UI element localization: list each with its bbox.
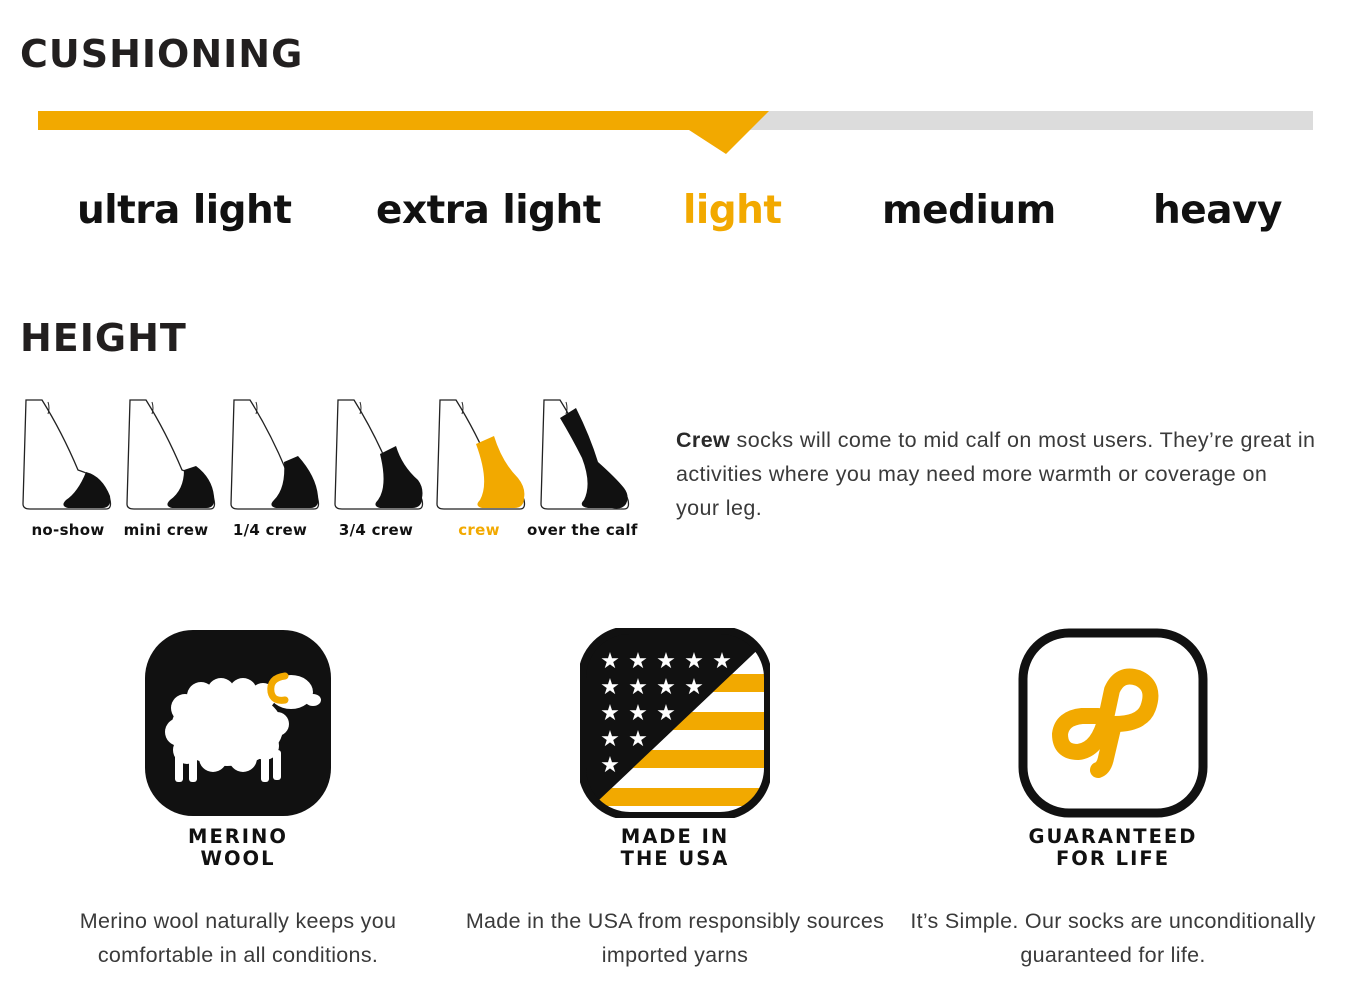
svg-text:★: ★ xyxy=(628,727,648,752)
crew-sock-icon-selected xyxy=(432,396,536,516)
svg-text:★: ★ xyxy=(600,701,620,726)
no-show-sock-icon xyxy=(18,396,122,516)
height-option-mini-crew: mini crew xyxy=(123,521,209,539)
height-option-crew-selected: crew xyxy=(458,521,500,539)
height-description-text: socks will come to mid calf on most users. They’re great in activities where you may need more warmth or coverage on your leg. xyxy=(676,428,1316,520)
svg-text:★: ★ xyxy=(684,675,704,700)
svg-text:★: ★ xyxy=(600,675,620,700)
cushion-level-medium: medium xyxy=(882,188,1056,233)
height-option-three-quarter-crew: 3/4 crew xyxy=(338,521,414,539)
cushion-level-light-selected: light xyxy=(683,188,782,233)
feature-title-merino-wool: MERINO WOOL xyxy=(188,825,288,870)
cushioning-heading: CUSHIONING xyxy=(20,32,304,76)
three-quarter-crew-sock-icon xyxy=(330,396,434,516)
cushioning-fill xyxy=(38,111,769,154)
cushion-level-heavy: heavy xyxy=(1153,188,1282,233)
svg-text:★: ★ xyxy=(600,649,620,674)
svg-text:★: ★ xyxy=(628,701,648,726)
svg-text:★: ★ xyxy=(656,701,676,726)
usa-flag-icon xyxy=(580,628,770,818)
feature-merino-wool xyxy=(28,628,448,972)
svg-text:★: ★ xyxy=(684,649,704,674)
feature-title-guaranteed-for-life: GUARANTEED FOR LIFE xyxy=(1028,825,1198,870)
feature-guaranteed-for-life xyxy=(903,628,1323,972)
svg-text:★: ★ xyxy=(600,727,620,752)
sheep-icon xyxy=(143,628,333,818)
svg-text:★: ★ xyxy=(656,649,676,674)
quarter-crew-sock-icon xyxy=(226,396,330,516)
height-description-bold: Crew xyxy=(676,428,731,452)
mini-crew-sock-icon xyxy=(122,396,226,516)
feature-made-in-usa xyxy=(465,628,885,972)
over-the-calf-sock-icon xyxy=(536,396,640,516)
height-option-over-the-calf: over the calf xyxy=(527,521,638,539)
feature-title-made-in-usa: MADE IN THE USA xyxy=(620,825,730,870)
height-heading: HEIGHT xyxy=(20,316,187,360)
feature-desc-merino-wool: Merino wool naturally keeps you comfortable in all conditions. xyxy=(79,909,397,967)
feature-desc-made-in-usa: Made in the USA from responsibly sources imported yarns xyxy=(465,909,885,967)
height-description xyxy=(676,423,1316,525)
svg-text:★: ★ xyxy=(600,753,620,778)
cushion-level-extra-light: extra light xyxy=(376,188,601,233)
feature-desc-guaranteed-for-life: It’s Simple. Our socks are unconditionally guaranteed for life. xyxy=(910,909,1316,967)
svg-text:★: ★ xyxy=(628,675,648,700)
infinity-icon xyxy=(1018,628,1208,818)
height-option-no-show: no-show xyxy=(31,521,105,539)
svg-text:★: ★ xyxy=(712,649,732,674)
svg-text:★: ★ xyxy=(628,649,648,674)
height-option-quarter-crew: 1/4 crew xyxy=(232,521,308,539)
cushion-level-ultra-light: ultra light xyxy=(77,188,292,233)
cushioning-scale-bar xyxy=(38,110,1313,160)
svg-text:★: ★ xyxy=(656,675,676,700)
